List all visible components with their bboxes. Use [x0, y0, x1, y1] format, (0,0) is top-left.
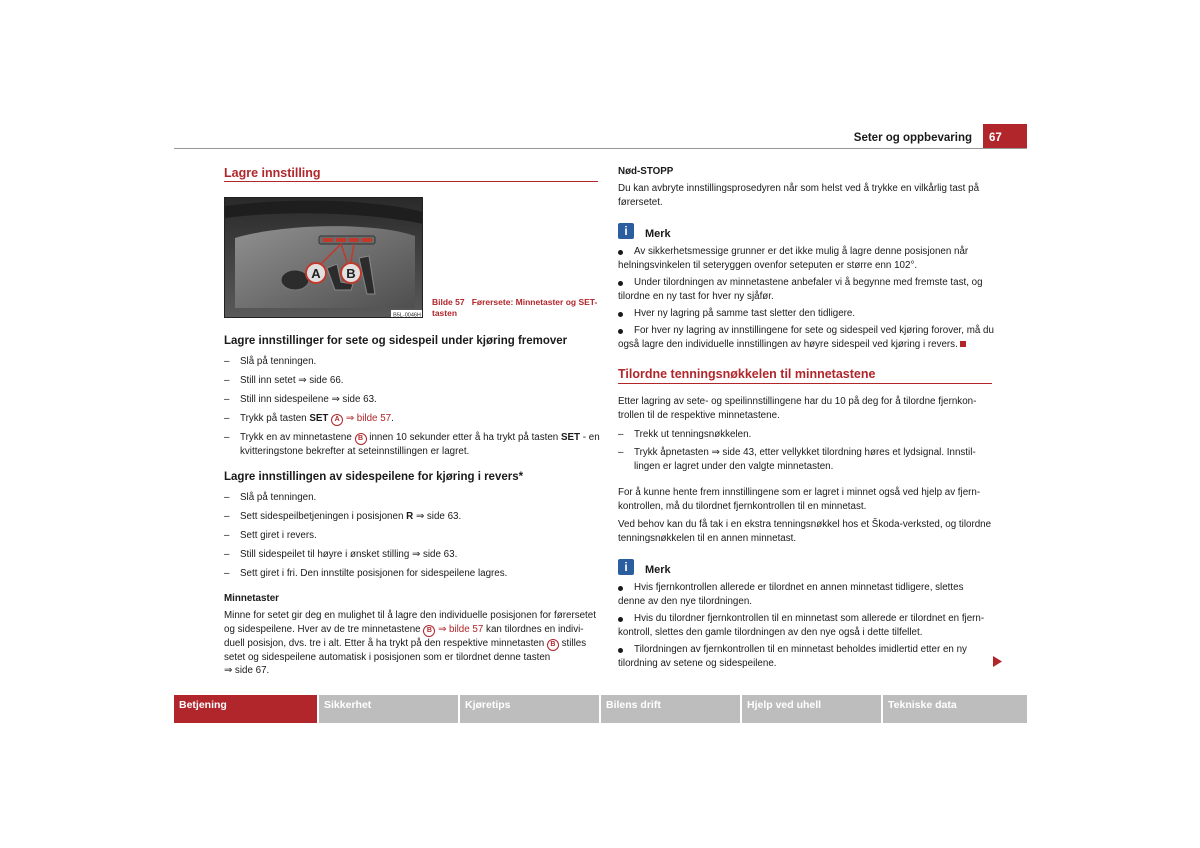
figure-reference-link[interactable]: ⇒ bilde 57	[438, 623, 484, 635]
minnetaster-paragraph: Minne for setet gir deg en mulighet til å lagre den individuelle posisjonen for førersetet og sidespeilene. Hver av de tre minnetastene B ⇒ bilde 57 kan tilordnes en indivi- duell posisjon, dvs. tre i alt. Etter å ha trykt på den respektive minnetasten B stilles setet og sidespeilene automatisk i posisjonen som er tilordnet denne tasten ⇒ side 67.	[224, 610, 596, 676]
button-marker-a: A	[331, 414, 343, 426]
nodstopp-text: Du kan avbryte innstillingsprosedyren når som helst ved å trykke en vilkårlig tast på førersetet.	[618, 183, 980, 208]
seat-control-figure	[224, 197, 423, 318]
seat-control-illustration	[225, 198, 423, 318]
step-item: Slå på tenningen.	[240, 356, 317, 367]
section-rule	[618, 383, 992, 384]
page-number: 67	[983, 124, 1027, 149]
set-key: SET	[309, 413, 329, 424]
section-rule	[224, 181, 598, 182]
step-item: Sett giret i fri. Den innstilte posisjonen for sidespeilene lagres.	[240, 568, 508, 579]
mirror-position-r-symbol: R	[406, 511, 414, 522]
step-item: Trekk ut tenningsnøkkelen.	[634, 429, 752, 440]
note-box-2: i Merk Hvis fjernkontrollen allerede er tilordnet en annen minnetast tidligere, slettes denne av den nye tilordningen. Hvis du tilordner fjernkontrollen til en minnetast som allerede er tilordnet en fjern- kontroll, slettes den gamle tilordningen av den nye også i dette tilfellet. Tilordningen av fjernkontrollen til en minnetast beholdes imidlertid etter en ny tilordning av setene og sidespeilene.	[618, 560, 985, 669]
nav-tab-betjening[interactable]: Betjening	[174, 695, 317, 723]
nav-tab-hjelp-ved-uhell[interactable]: Hjelp ved uhell	[742, 695, 881, 723]
button-marker-b: B	[355, 433, 367, 445]
nav-tab-tekniske-data[interactable]: Tekniske data	[883, 695, 1027, 723]
nav-tab-bilens-drift[interactable]: Bilens drift	[601, 695, 740, 723]
step-item: Sett sidespeilbetjeningen i posisjonen	[240, 511, 404, 522]
running-header-title: Seter og oppbevaring	[853, 132, 972, 144]
note-title: Merk	[645, 228, 671, 240]
step-item: Trykk på tasten	[240, 413, 307, 424]
info-icon: i	[618, 223, 634, 239]
button-marker-b: B	[547, 639, 559, 651]
nodstopp-title: Nød-STOPP	[618, 166, 674, 177]
step-item: Still inn sidespeilene ⇒ side 63.	[240, 394, 377, 405]
figure-caption	[432, 297, 602, 319]
nav-tab-kjoretips[interactable]: Kjøretips	[460, 695, 599, 723]
note-title: Merk	[645, 564, 671, 576]
continue-arrow-icon[interactable]	[993, 656, 1002, 667]
set-key: SET	[560, 432, 581, 443]
step-item: Sett giret i revers.	[240, 530, 317, 541]
chapter-nav-bar	[174, 695, 1027, 723]
section-title-tilordne: Tilordne tenningsnøkkelen til minnetastene	[618, 367, 876, 381]
section-title-lagre: Lagre innstilling	[224, 166, 321, 180]
step-item: Trykk åpnetasten ⇒ side 43, etter vellykket tilordning høres et lydsignal. Innstil-	[634, 447, 976, 458]
info-icon: i	[618, 559, 634, 575]
steps-forward: – Slå på tenningen. – Still inn setet ⇒ side 66. – Still inn sidespeilene ⇒ side 63. – Trykk på tasten SET A ⇒ bilde 57. – Trykk en av minnetastene B innen 10 sekunder etter å ha trykt på tasten SET - en kvitteringstone bekrefter at seteinnstillingen er lagret.	[224, 356, 600, 457]
end-marker	[960, 341, 966, 347]
note-box-1: i Merk Av sikkerhetsmessige grunner er det ikke mulig å lagre denne posisjonen når helningsvinkelen til seteryggen ovenfor seteputen er større enn 102°. Under tilordningen av minnetastene anbefaler vi å begynne med fremste tast, og tilordne en ny tast for hver ny sjåfør. Hver ny lagring på samme tast sletter den tidligere. For hver ny lagring av innstillingene for sete og sidespeil ved kjøring forover, må du også lagre den individuelle innstillingen av høyre sidespeil ved kjøring i revers.	[618, 224, 994, 350]
steps-reverse: – Slå på tenningen. – Sett sidespeilbetjeningen i posisjonen R ⇒ side 63. – Sett giret i revers. – Still sidespeilet til høyre i ønsket stilling ⇒ side 63. – Sett giret i fri. Den innstilte posisjonen for sidespeilene lagres.	[224, 492, 508, 579]
figure-caption-text: Førersete: Minnetaster og SET-tasten	[432, 297, 598, 318]
nav-tab-sikkerhet[interactable]: Sikkerhet	[319, 695, 458, 723]
figure-label-b: B	[346, 266, 356, 281]
header-divider	[174, 148, 1027, 149]
step-item: Trykk en av minnetastene	[240, 432, 352, 443]
minnetaster-title: Minnetaster	[224, 593, 279, 604]
step-item: Slå på tenningen.	[240, 492, 317, 503]
subheading-forward: Lagre innstillinger for sete og sidespeil under kjøring fremover	[224, 335, 568, 347]
tilordne-intro: Etter lagring av sete- og speilinnstillingene har du 10 på deg for å tilordne fjernkon- trollen til de respektive minnetastene.	[618, 396, 977, 421]
step-item: Still sidespeilet til høyre i ønsket stilling ⇒ side 63.	[240, 549, 458, 560]
figure-reference-link[interactable]: ⇒ bilde 57	[345, 413, 392, 424]
button-marker-b: B	[423, 625, 435, 637]
subheading-reverse: Lagre innstillingen av sidespeilene for kjøring i revers*	[224, 471, 524, 483]
figure-label-a: A	[311, 266, 321, 281]
step-item: Still inn setet ⇒ side 66.	[240, 375, 344, 386]
tilordne-para3: Ved behov kan du få tak i en ekstra tenningsnøkkel hos et Škoda-verksted, og tilordne tenningsnøkkelen til en annen minnetast.	[618, 519, 992, 544]
tilordne-steps: – Trekk ut tenningsnøkkelen. – Trykk åpnetasten ⇒ side 43, etter vellykket tilordning høres et lydsignal. Innstil- lingen er lagret under den valgte minnetasten.	[618, 429, 976, 472]
figure-code: B5L-0046H	[393, 312, 421, 318]
figure-caption-number: Bilde 57	[432, 297, 465, 307]
tilordne-para2: For å kunne hente frem innstillingene som er lagret i minnet også ved hjelp av fjern- kontrollen, må du tilordnet fjernkontrollen til en minnetast.	[618, 487, 981, 512]
